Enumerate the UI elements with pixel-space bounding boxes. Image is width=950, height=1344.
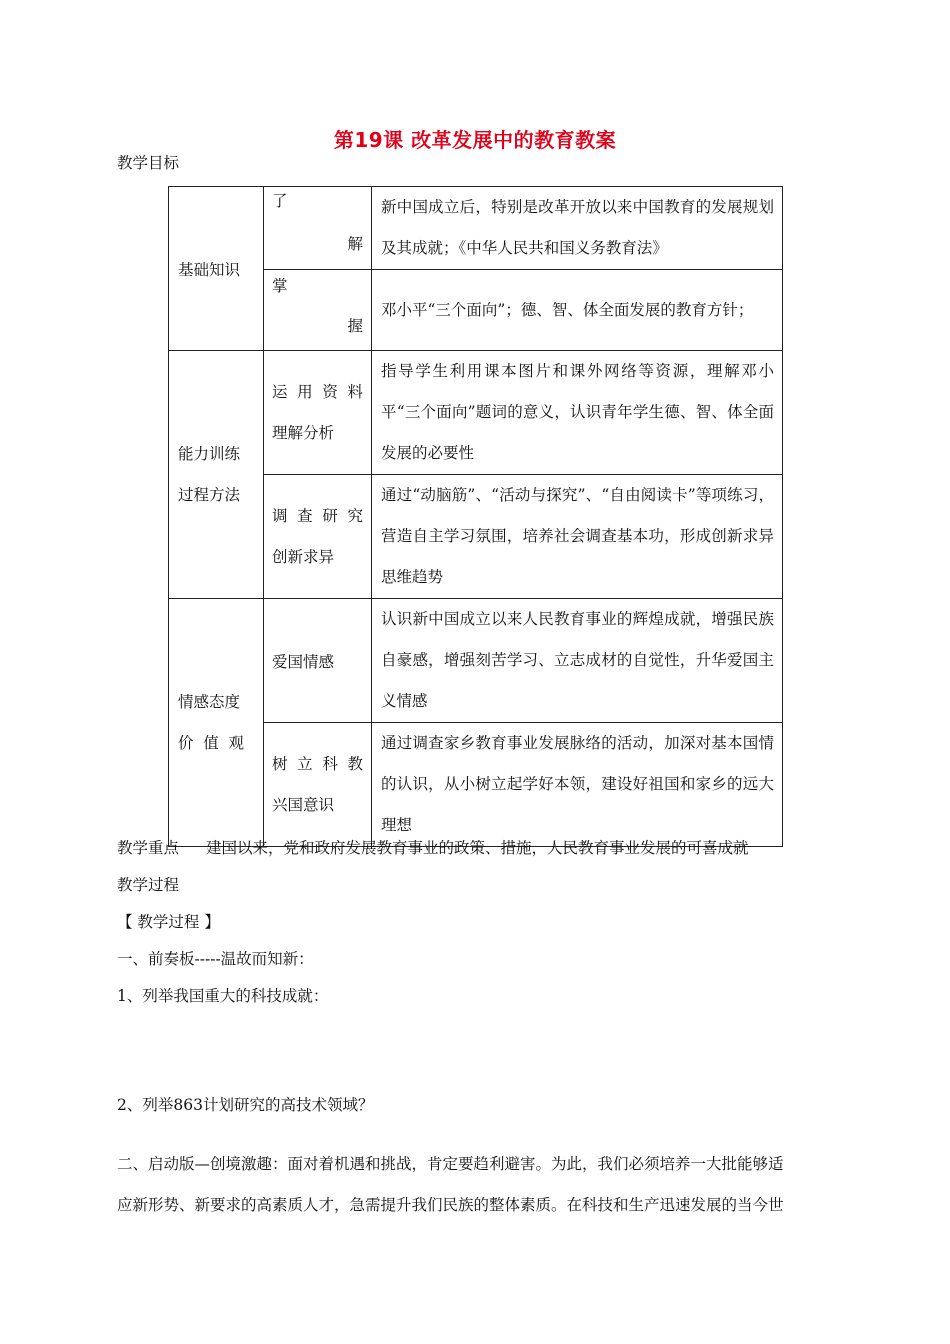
page-title: 第19课 改革发展中的教育教案: [333, 128, 617, 152]
sub-label-b: 理解分析: [272, 423, 335, 442]
sub-label-a: 了: [272, 192, 288, 210]
body-paragraph-line: 应新形势、新要求的高素质人才，急需提升我们民族的整体素质。在科技和生产迅速发展的当今世: [117, 1196, 784, 1214]
sub-category: [264, 599, 372, 723]
process-heading: 【 教学过程 】: [117, 913, 220, 931]
sub-label-b: 创新求异: [272, 547, 335, 566]
objectives-label: 教学目标: [117, 154, 180, 172]
key-point-label: 教学重点: [117, 839, 180, 857]
category-emotion: [169, 599, 264, 847]
body-paragraph-line: 二、启动版—创境激趣：面对着机遇和挑战，肯定要趋利避害。为此，我们必须培养一大批能够适: [117, 1155, 784, 1173]
category-ability: [169, 351, 264, 599]
category-label: 价 值 观: [178, 733, 244, 752]
category-label: 情感态度: [178, 692, 241, 711]
category-basic: [169, 187, 264, 351]
table-row: [169, 187, 783, 270]
sub-label-b: 解: [347, 235, 363, 253]
sub-label-a: 运用资料: [272, 382, 363, 401]
key-point-text: 建国以来，党和政府发展教育事业的政策、措施，人民教育事业发展的可喜成就: [206, 839, 749, 857]
question-item: 2、列举863计划研究的高技术领域？: [117, 1096, 374, 1114]
question-item: 1、列举我国重大的科技成就：: [117, 987, 329, 1005]
objectives-table: [168, 186, 783, 847]
section-heading: 一、前奏板-----温故而知新：: [117, 950, 314, 968]
sub-label-a: 调查研究: [272, 506, 363, 525]
sub-category: [264, 475, 372, 599]
objective-content: 指导学生利用课本图片和课外网络等资源，理解邓小平“三个面向”题词的意义，认识青年学生德、智、体全面发展的必要性: [372, 351, 783, 475]
sub-label-a: 爱国情感: [272, 652, 335, 671]
sub-category: [264, 270, 372, 351]
objective-content: 邓小平“三个面向”；德、智、体全面发展的教育方针；: [372, 270, 783, 351]
objective-content: 通过“动脑筋”、“活动与探究”、“自由阅读卡”等项练习，营造自主学习氛围，培养社会调查基本功，形成创新求异思维趋势: [372, 475, 783, 599]
sub-category: [264, 723, 372, 847]
table-row: [169, 351, 783, 475]
sub-category: [264, 187, 372, 270]
objective-content: 新中国成立后，特别是改革开放以来中国教育的发展规划及其成就；《中华人民共和国义务教育法》: [372, 187, 783, 270]
objective-content: 通过调查家乡教育事业发展脉络的活动，加深对基本国情的认识，从小树立起学好本领，建设好祖国和家乡的远大理想: [372, 723, 783, 847]
sub-label-a: 树立科教: [272, 754, 363, 773]
category-label: 能力训练: [178, 444, 241, 463]
sub-label-a: 掌: [272, 277, 288, 295]
table-row: [169, 599, 783, 723]
process-label: 教学过程: [117, 876, 180, 894]
sub-label-b: 握: [347, 317, 363, 335]
category-label: 过程方法: [178, 485, 241, 504]
category-label: 基础知识: [178, 260, 241, 279]
sub-category: [264, 351, 372, 475]
sub-label-b: 兴国意识: [272, 795, 335, 814]
objective-content: 认识新中国成立以来人民教育事业的辉煌成就，增强民族自豪感，增强刻苦学习、立志成材的自觉性，升华爱国主义情感: [372, 599, 783, 723]
